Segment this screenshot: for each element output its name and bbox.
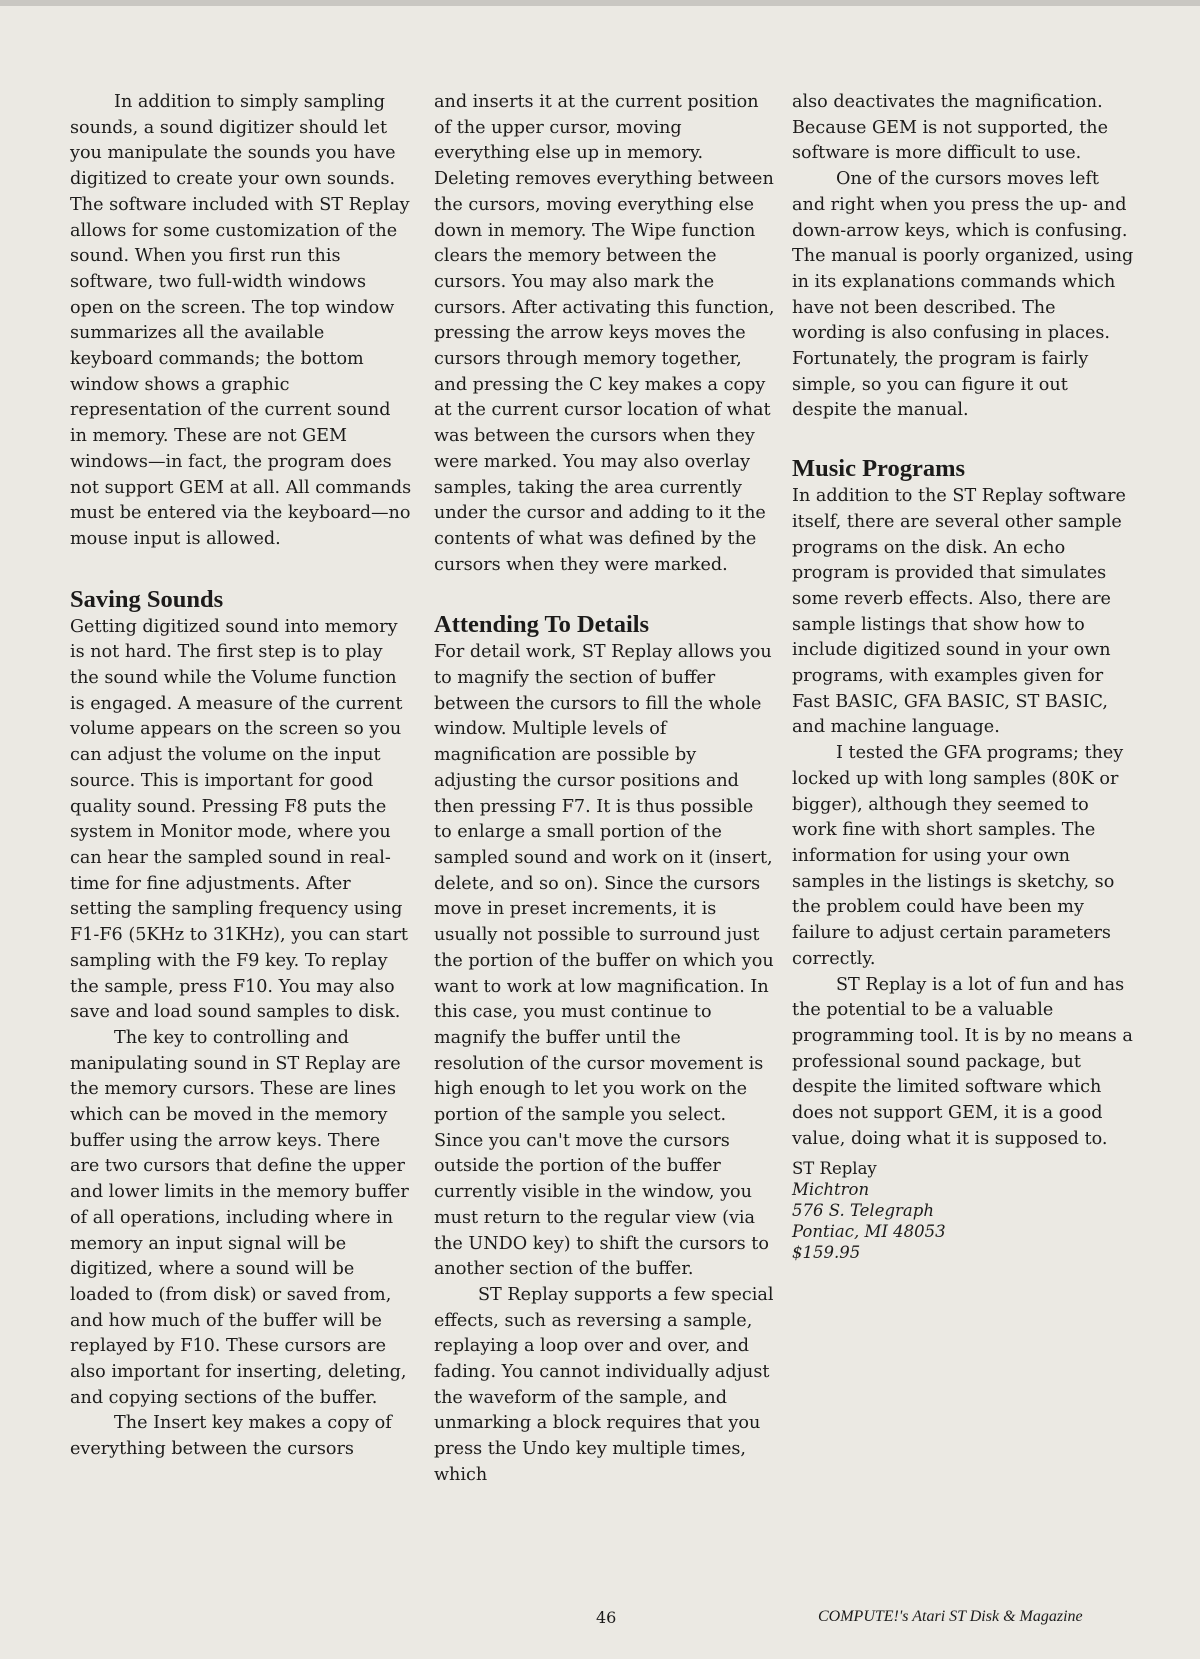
product-address: 576 S. Telegraph: [792, 1201, 934, 1221]
text-column-2: [434, 90, 776, 1489]
page-number: 46: [596, 1608, 617, 1627]
product-price: $159.95: [792, 1243, 861, 1263]
heading-music-programs: Music Programs: [792, 455, 966, 483]
intro-paragraph: In addition to simply sampling sounds, a sound digitizer should let you manipulate the sounds you have digitized to create your own sounds. The software included with ST Replay allows for some customization of the sound. When you first run this software, two full-width windows open on the screen. The top window summarizes all the available keyboard commands; the bottom window shows a graphic representation of the current sound in memory. These are not GEM windows—in fact, the program does not support GEM at all. All commands must be entered via the keyboard—no mouse input is allowed.: [70, 92, 412, 549]
text-column-3: [792, 90, 1134, 1263]
paragraph: also deactivates the magnification. Because GEM is not supported, the software is more difficult to use.: [792, 92, 1109, 164]
product-company: Michtron: [792, 1180, 870, 1200]
paragraph: ST Replay supports a few special effects, such as reversing a sample, replaying a loop over and over, and fading. You cannot individually adjust the waveform of the sample, and unmarking a block requires that you press the Undo key multiple times, which: [434, 1284, 774, 1485]
product-name: ST Replay: [792, 1159, 877, 1179]
text-column-1: [70, 90, 412, 1463]
paragraph: In addition to the ST Replay software itself, there are several other sample programs on the disk. An echo program is provided that simulates some reverb effects. Also, there are sample listings that show how to include digitized sound in your own programs, with examples given for Fast BASIC, GFA BASIC, ST BASIC, and machine language.: [792, 486, 1126, 738]
paragraph: One of the cursors moves left and right when you press the up- and down-arrow keys, which is confusing. The manual is poorly organized, using in its explanations commands which have not been described. The wording is also confusing in places. Fortunately, the program is fairly simple, so you can figure it out despite the manual.: [792, 169, 1134, 421]
paragraph: Getting digitized sound into memory is not hard. The first step is to play the sound while the Volume function is engaged. A measure of the current volume appears on the screen so you can adjust the volume on the input source. This is important for good quality sound. Pressing F8 puts the system in Monitor mode, where you can hear the sampled sound in real-time for fine adjustments. After setting the sampling frequency using F1-F6 (5KHz to 31KHz), you can start sampling with the F9 key. To replay the sample, press F10. You may also save and load sound samples to disk.: [70, 616, 408, 1023]
heading-attending-to-details: Attending To Details: [434, 611, 650, 639]
product-city: Pontiac, MI 48053: [792, 1222, 946, 1242]
magazine-title: COMPUTE!'s Atari ST Disk & Magazine: [818, 1608, 1083, 1625]
product-credits: [792, 1158, 1134, 1263]
paragraph: For detail work, ST Replay allows you to magnify the section of buffer between the cursors to fill the whole window. Multiple levels of magnification are possible by adjusting the cursor positions and then pressing F7. It is thus possible to enlarge a small portion of the sampled sound and work on it (insert, delete, and so on). Since the cursors move in preset increments, it is usually not possible to surround just the portion of the buffer on which you want to work at low magnification. In this case, you must continue to magnify the buffer until the resolution of the cursor movement is high enough to let you work on the portion of the sample you select. Since you can't move the cursors outside the portion of the buffer currently visible in the window, you must return to the regular view (via the UNDO key) to shift the cursors to another section of the buffer.: [434, 642, 774, 1280]
paragraph: ST Replay is a lot of fun and has the potential to be a valuable programming tool. It is by no means a professional sound package, but despite the limited software which does not support GEM, it is a good value, doing what it is supposed to.: [792, 974, 1133, 1149]
heading-saving-sounds: Saving Sounds: [70, 585, 224, 613]
paragraph: I tested the GFA programs; they locked up with long samples (80K or bigger), although they seemed to work fine with short samples. The information for using your own samples in the listings is sketchy, so the problem could have been my failure to adjust certain parameters correctly.: [792, 743, 1124, 969]
top-edge-shade: [0, 0, 1200, 6]
paragraph: The key to controlling and manipulating sound in ST Replay are the memory cursors. These are lines which can be moved in the memory buffer using the arrow keys. There are two cursors that define the upper and lower limits in the memory buffer of all operations, including where in memory an input signal will be digitized, where a sound will be loaded to (from disk) or saved from, and how much of the buffer will be replayed by F10. These cursors are also important for inserting, deleting, and copying sections of the buffer.: [70, 1027, 409, 1408]
paragraph: and inserts it at the current position of the upper cursor, moving everything else up in memory. Deleting removes everything between the cursors, moving everything else down in memory. The Wipe function clears the memory between the cursors. You may also mark the cursors. After activating this function, pressing the arrow keys moves the cursors through memory together, and pressing the C key makes a copy at the current cursor location of what was between the cursors when they were marked. You may also overlay samples, taking the area currently under the cursor and adding to it the contents of what was defined by the cursors when they were marked.: [434, 92, 775, 575]
paragraph: The Insert key makes a copy of everything between the cursors: [70, 1413, 392, 1460]
